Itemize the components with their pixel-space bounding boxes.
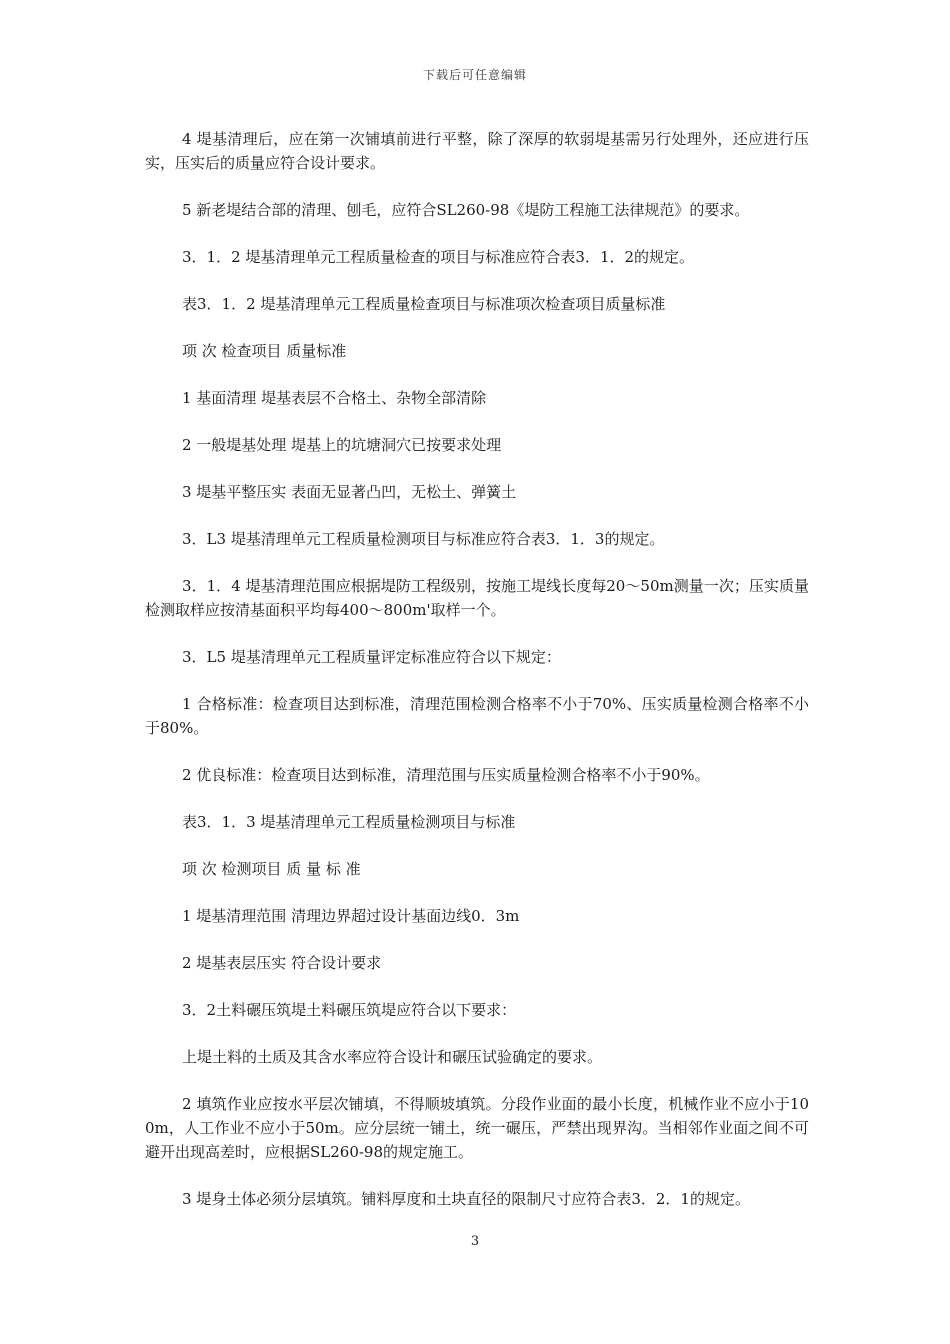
table-row: 1 堤基清理范围 清理边界超过设计基面边线0．3m bbox=[182, 907, 520, 925]
paragraph: 2 优良标准：检查项目达到标准，清理范围与压实质量检测合格率不小于90%。 bbox=[182, 766, 710, 784]
table-row: 2 堤基表层压实 符合设计要求 bbox=[182, 954, 382, 972]
table-caption: 表3．1．3 堤基清理单元工程质量检测项目与标准 bbox=[182, 813, 516, 831]
table-header-row: 项 次 检查项目 质量标准 bbox=[182, 342, 347, 360]
paragraph: 5 新老堤结合部的清理、刨毛，应符合SL260-98《堤防工程施工法律规范》的要求。 bbox=[182, 201, 750, 219]
table-caption: 表3．1．2 堤基清理单元工程质量检查项目与标准项次检查项目质量标准 bbox=[182, 295, 666, 313]
paragraph: 4 堤基清理后，应在第一次铺填前进行平整，除了深厚的软弱堤基需另行处理外，还应进行压实，压实后的质量应符合设计要求。 bbox=[145, 130, 809, 172]
paragraph: 上堤土料的土质及其含水率应符合设计和碾压试验确定的要求。 bbox=[182, 1048, 603, 1066]
section-heading: 3．2土料碾压筑堤土料碾压筑堤应符合以下要求： bbox=[182, 1001, 517, 1019]
paragraph: 1 合格标准：检查项目达到标准，清理范围检测合格率不小于70%、压实质量检测合格率不小于80%。 bbox=[145, 695, 809, 737]
table-row: 3 堤基平整压实 表面无显著凸凹，无松土、弹簧土 bbox=[182, 483, 517, 501]
page-header: 下载后可任意编辑 bbox=[422, 68, 527, 82]
table-row: 1 基面清理 堤基表层不合格土、杂物全部清除 bbox=[182, 389, 487, 407]
page-number: 3 bbox=[470, 1234, 480, 1249]
table-header-row: 项 次 检测项目 质 量 标 准 bbox=[182, 860, 361, 878]
paragraph: 3．1．4 堤基清理范围应根据堤防工程级别，按施工堤线长度每20～50m测量一次；压实质量检测取样应按清基面积平均每400～800m'取样一个。 bbox=[145, 577, 809, 619]
paragraph: 3．1．2 堤基清理单元工程质量检查的项目与标准应符合表3．1．2的规定。 bbox=[182, 248, 695, 266]
paragraph: 2 填筑作业应按水平层次铺填，不得顺坡填筑。分段作业面的最小长度，机械作业不应小于100m，人工作业不应小于50m。应分层统一铺土，统一碾压，严禁出现界沟。当相邻作业面之间不可避开出现高差时，应根据SL260-98的规定施工。 bbox=[145, 1095, 809, 1161]
document-body bbox=[145, 127, 809, 1234]
paragraph: 3．L5 堤基清理单元工程质量评定标准应符合以下规定： bbox=[182, 648, 561, 666]
table-row: 2 一般堤基处理 堤基上的坑塘洞穴已按要求处理 bbox=[182, 436, 502, 454]
paragraph: 3 堤身土体必须分层填筑。铺料厚度和土块直径的限制尺寸应符合表3．2．1的规定。 bbox=[182, 1190, 750, 1208]
paragraph: 3．L3 堤基清理单元工程质量检测项目与标准应符合表3．1．3的规定。 bbox=[182, 530, 665, 548]
